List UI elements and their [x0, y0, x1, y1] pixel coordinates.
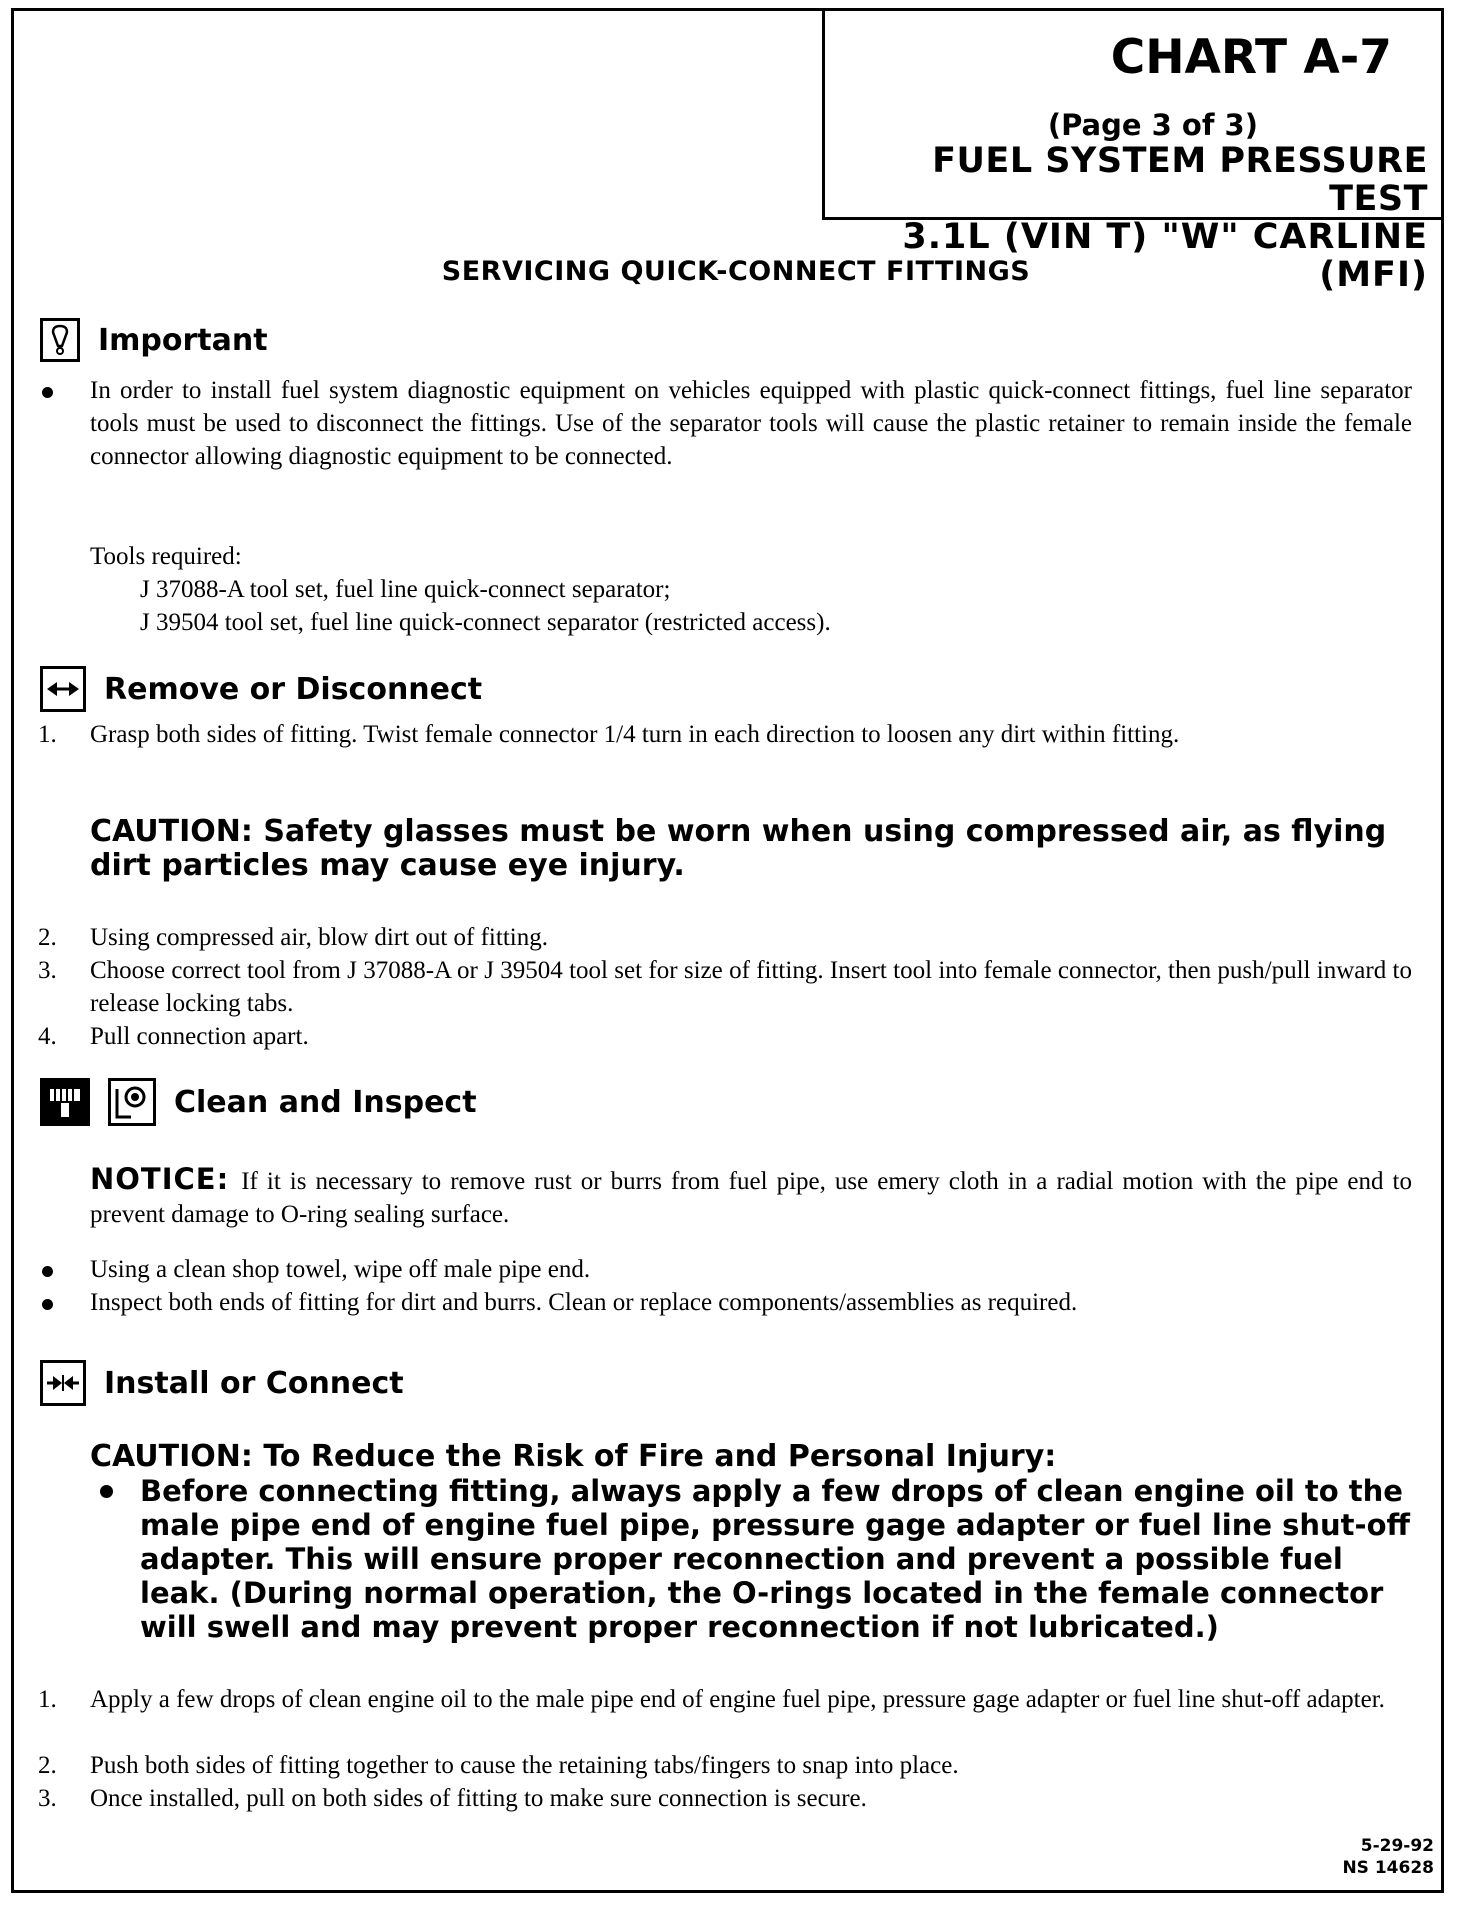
caution-heading: CAUTION: To Reduce the Risk of Fire and Personal Injury: [90, 1439, 1057, 1474]
caution-eye-injury: CAUTION: Safety glasses must be worn when using compressed air, as flying dirt particles may cause eye injury. [90, 814, 1387, 883]
tools-list [90, 540, 831, 639]
install-step-3: Once installed, pull on both sides of fitting to make sure connection is secure. [90, 1785, 867, 1812]
footer [1342, 1835, 1434, 1879]
step-number: 1. [38, 1686, 57, 1713]
step-number: 2. [38, 924, 57, 951]
clean-bullet-1: Using a clean shop towel, wipe off male pipe end. [90, 1256, 591, 1283]
important-label: Important [98, 322, 268, 358]
tool-item: J 37088-A tool set, fuel line quick-connect separator; [140, 576, 671, 603]
remove-step-3: Choose correct tool from J 37088-A or J 39504 tool set for size of fitting. Insert tool into female connector, then push/pull inward to release locking tabs. [90, 957, 1412, 1017]
page-indicator: (Page 3 of 3) [1047, 108, 1258, 142]
install-label: Install or Connect [104, 1365, 404, 1401]
footer-code: NS 14628 [1342, 1858, 1434, 1878]
install-step-1: Apply a few drops of clean engine oil to the male pipe end of engine fuel pipe, pressure gage adapter or fuel line shut-off adapter. [90, 1686, 1385, 1713]
remove-label: Remove or Disconnect [104, 671, 483, 707]
step-number: 3. [38, 957, 57, 984]
remove-disconnect-icon [40, 666, 86, 712]
step-number: 3. [38, 1785, 57, 1812]
step-number: 4. [38, 1023, 57, 1050]
notice-text: If it is necessary to remove rust or burrs from fuel pipe, use emery cloth in a radial motion with the pipe end to prevent damage to O-ring sealing surface. [90, 1168, 1412, 1228]
chart-subtitle: FUEL SYSTEM PRESSURE TEST [932, 141, 1428, 219]
clean-icon [40, 1078, 90, 1126]
bullet-dot [42, 1299, 53, 1310]
chart-number: CHART A-7 [1110, 30, 1392, 85]
notice-label: NOTICE: [90, 1162, 230, 1196]
footer-date: 5-29-92 [1360, 1836, 1434, 1856]
tool-item: J 39504 tool set, fuel line quick-connect separator (restricted access). [140, 609, 831, 636]
chart-title-box [822, 8, 1444, 295]
remove-step-2: Using compressed air, blow dirt out of fitting. [90, 924, 548, 951]
bullet-dot [42, 387, 53, 398]
engine-carline: 3.1L (VIN T) "W" CARLINE (MFI) [902, 217, 1428, 295]
remove-heading [40, 666, 482, 712]
important-icon [40, 318, 80, 362]
remove-step-4: Pull connection apart. [90, 1023, 309, 1050]
step-number: 1. [38, 721, 57, 748]
install-heading [40, 1360, 404, 1406]
inspect-icon [108, 1078, 156, 1126]
step-number: 2. [38, 1752, 57, 1779]
bullet-dot [42, 1266, 53, 1277]
clean-bullet-2: Inspect both ends of fitting for dirt and burrs. Clean or replace components/assemblies as required. [90, 1289, 1078, 1316]
caution-bullet: Before connecting fitting, always apply a few drops of clean engine oil to the male pipe end of engine fuel pipe, pressure gage adapter or fuel line shut-off adapter. This will ensure proper reconnection and prevent a possible fuel leak. (During normal operation, the O-rings located in the female connector will swell and may prevent proper reconnection if not lubricated.) [140, 1474, 1410, 1644]
important-paragraph: In order to install fuel system diagnostic equipment on vehicles equipped with plastic quick-connect fittings, fuel line separator tools must be used to disconnect the fittings. Use of the separator tools will cause the plastic retainer to remain inside the female connector allowing diagnostic equipment to be connected. [90, 377, 1412, 470]
remove-step-1: Grasp both sides of fitting. Twist female connector 1/4 turn in each direction to loosen any dirt within fitting. [90, 721, 1180, 748]
notice [90, 1163, 1412, 1231]
important-heading [40, 318, 268, 362]
tools-label: Tools required: [90, 543, 242, 570]
install-step-2: Push both sides of fitting together to cause the retaining tabs/fingers to snap into place. [90, 1752, 959, 1779]
bullet-dot [100, 1485, 113, 1498]
install-connect-icon [40, 1360, 86, 1406]
section-title: SERVICING QUICK-CONNECT FITTINGS [441, 256, 1031, 287]
clean-heading [40, 1078, 477, 1126]
clean-label: Clean and Inspect [174, 1084, 477, 1120]
